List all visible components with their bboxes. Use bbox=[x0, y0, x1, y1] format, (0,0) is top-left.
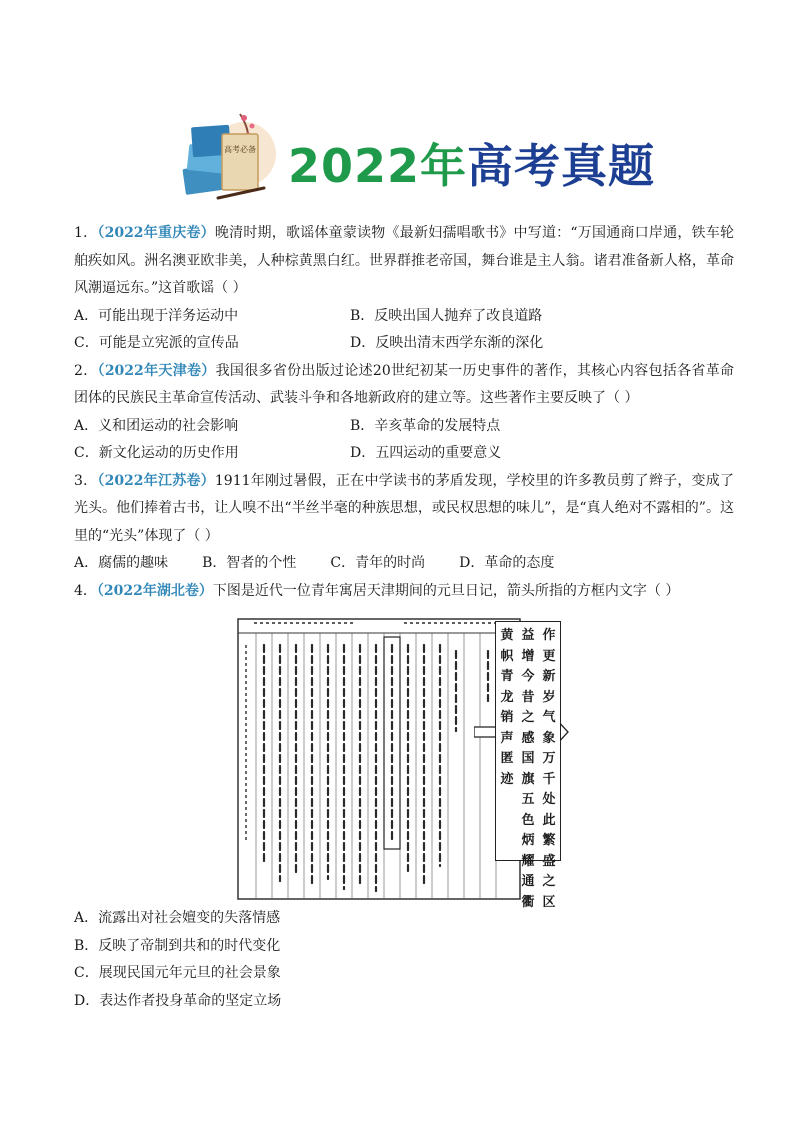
question-2 bbox=[74, 358, 734, 468]
transcription-column bbox=[541, 626, 557, 913]
transcription-char: 帜 bbox=[500, 648, 514, 664]
option-c[interactable]: C．新文化运动的历史作用 bbox=[74, 445, 239, 461]
transcription-char: 国 bbox=[521, 751, 535, 766]
option-c[interactable]: C．青年的时尚 bbox=[330, 555, 426, 571]
transcription-char: 益 bbox=[521, 628, 535, 643]
option-a[interactable]: A．义和团运动的社会影响 bbox=[74, 417, 239, 434]
page-header bbox=[170, 108, 656, 208]
diary-figure bbox=[74, 605, 734, 910]
transcription-char: 之 bbox=[542, 874, 556, 889]
transcription-column bbox=[520, 626, 536, 913]
transcription-char: 青 bbox=[500, 669, 514, 684]
transcription-char: 通 bbox=[521, 874, 535, 889]
question-source: （2022年湖北卷） bbox=[96, 582, 213, 599]
transcription-char: 耀 bbox=[521, 853, 535, 869]
transcription-char: 黄 bbox=[500, 628, 514, 643]
transcription-char: 昔 bbox=[521, 689, 535, 705]
question-text: 晚清时期，歌谣体童蒙读物《最新妇孺唱歌书》中写道：“万国通商口岸通，铁车轮舶疾如风。洲名澳亚欧非美，人种棕黄黑白红。世界群推老帝国，舞台谁是主人翁。诸君准备新人格，革命风潮逼远东。”这首歌谣（ ） bbox=[74, 225, 734, 296]
transcription-char: 更 bbox=[542, 648, 556, 664]
option-a[interactable]: A．可能出现于洋务运动中 bbox=[74, 307, 239, 324]
transcription-char: 区 bbox=[542, 894, 556, 910]
transcription-char: 新 bbox=[542, 669, 556, 684]
question-number: 3． bbox=[74, 472, 98, 489]
transcription-char: 千 bbox=[542, 771, 556, 787]
transcription-char: 象 bbox=[542, 730, 556, 746]
page-title bbox=[288, 130, 655, 196]
option-list bbox=[74, 905, 734, 1015]
option-a[interactable]: A．流露出对社会嬗变的失落情感 bbox=[74, 910, 281, 926]
option-d[interactable]: D．表达作者投身革命的坚定立场 bbox=[74, 992, 282, 1009]
transcription-box bbox=[495, 621, 561, 910]
question-number: 4． bbox=[74, 582, 97, 599]
option-d[interactable]: D．反映出清末西学东渐的深化 bbox=[350, 335, 544, 351]
question-source: （2022年重庆卷） bbox=[97, 225, 215, 241]
question-3 bbox=[74, 468, 734, 578]
transcription-char: 销 bbox=[500, 710, 514, 725]
transcription-char: 增 bbox=[521, 648, 535, 664]
option-c[interactable]: C．可能是立宪派的宣传品 bbox=[74, 335, 239, 351]
question-text: 下图是近代一位青年寓居天津期间的元旦日记，箭头所指的方框内文字（ ） bbox=[212, 582, 680, 599]
transcription-char: 处 bbox=[542, 792, 556, 807]
option-list bbox=[74, 413, 734, 468]
transcription-char: 气 bbox=[542, 710, 556, 725]
title-main: 高考真题 bbox=[467, 139, 656, 193]
transcription-char: 繁 bbox=[542, 833, 556, 848]
transcription-char: 龙 bbox=[500, 689, 514, 705]
option-b[interactable]: B．智者的个性 bbox=[202, 555, 297, 571]
question-text: 我国很多省份出版过论述20世纪初某一历史事件的著作，其核心内容包括各省革命团体的民族民主革命宣传活动、武装斗争和各地新政府的建立等。这些著作主要反映了（ ） bbox=[74, 362, 734, 406]
transcription-char: 旗 bbox=[521, 771, 535, 787]
transcription-char: 匿 bbox=[500, 751, 514, 766]
question-number: 1． bbox=[74, 225, 98, 241]
transcription-column bbox=[499, 626, 515, 790]
transcription-char: 作 bbox=[542, 628, 556, 643]
transcription-char: 盛 bbox=[542, 853, 556, 869]
option-c[interactable]: C．展现民国元年元旦的社会景象 bbox=[74, 965, 281, 981]
question-4 bbox=[74, 578, 734, 1016]
option-b[interactable]: B．反映出国人抛弃了改良道路 bbox=[350, 307, 543, 324]
question-1 bbox=[74, 220, 734, 358]
transcription-char: 岁 bbox=[542, 689, 556, 705]
transcription-char: 万 bbox=[542, 751, 556, 766]
title-year: 2022年 bbox=[288, 139, 468, 193]
transcription-char: 之 bbox=[521, 710, 535, 725]
transcription-char: 感 bbox=[521, 730, 535, 746]
question-list bbox=[74, 220, 734, 1015]
transcription-char: 此 bbox=[542, 812, 556, 828]
question-source: （2022年江苏卷） bbox=[97, 472, 215, 489]
option-a[interactable]: A．腐儒的趣味 bbox=[74, 555, 169, 571]
transcription-char: 炳 bbox=[521, 833, 535, 848]
question-source: （2022年天津卷） bbox=[97, 362, 216, 379]
transcription-char: 衢 bbox=[521, 894, 535, 910]
transcription-char: 色 bbox=[521, 812, 535, 828]
book-stack-illustration bbox=[178, 108, 278, 204]
book-cover-text: 高考必备 bbox=[224, 145, 256, 154]
transcription-char: 今 bbox=[521, 669, 535, 684]
transcription-char: 迹 bbox=[500, 771, 514, 787]
transcription-char: 声 bbox=[500, 730, 514, 746]
option-list bbox=[74, 303, 734, 358]
option-list bbox=[74, 550, 734, 578]
diary-page-image bbox=[234, 611, 524, 903]
question-number: 2． bbox=[74, 362, 98, 379]
option-d[interactable]: D．五四运动的重要意义 bbox=[350, 445, 502, 461]
option-d[interactable]: D．革命的态度 bbox=[459, 555, 555, 571]
option-b[interactable]: B．反映了帝制到共和的时代变化 bbox=[74, 937, 281, 954]
option-b[interactable]: B．辛亥革命的发展特点 bbox=[350, 417, 501, 434]
question-text: 1911年刚过暑假，正在中学读书的茅盾发现，学校里的许多教员剪了辫子，变成了光头。他们捧着古书，让人嗅不出“半丝半毫的种族思想，或民权思想的味儿”，是“真人绝对不露相的”。这里的“光头”体现了（ ） bbox=[74, 472, 734, 544]
transcription-char: 五 bbox=[521, 792, 535, 807]
